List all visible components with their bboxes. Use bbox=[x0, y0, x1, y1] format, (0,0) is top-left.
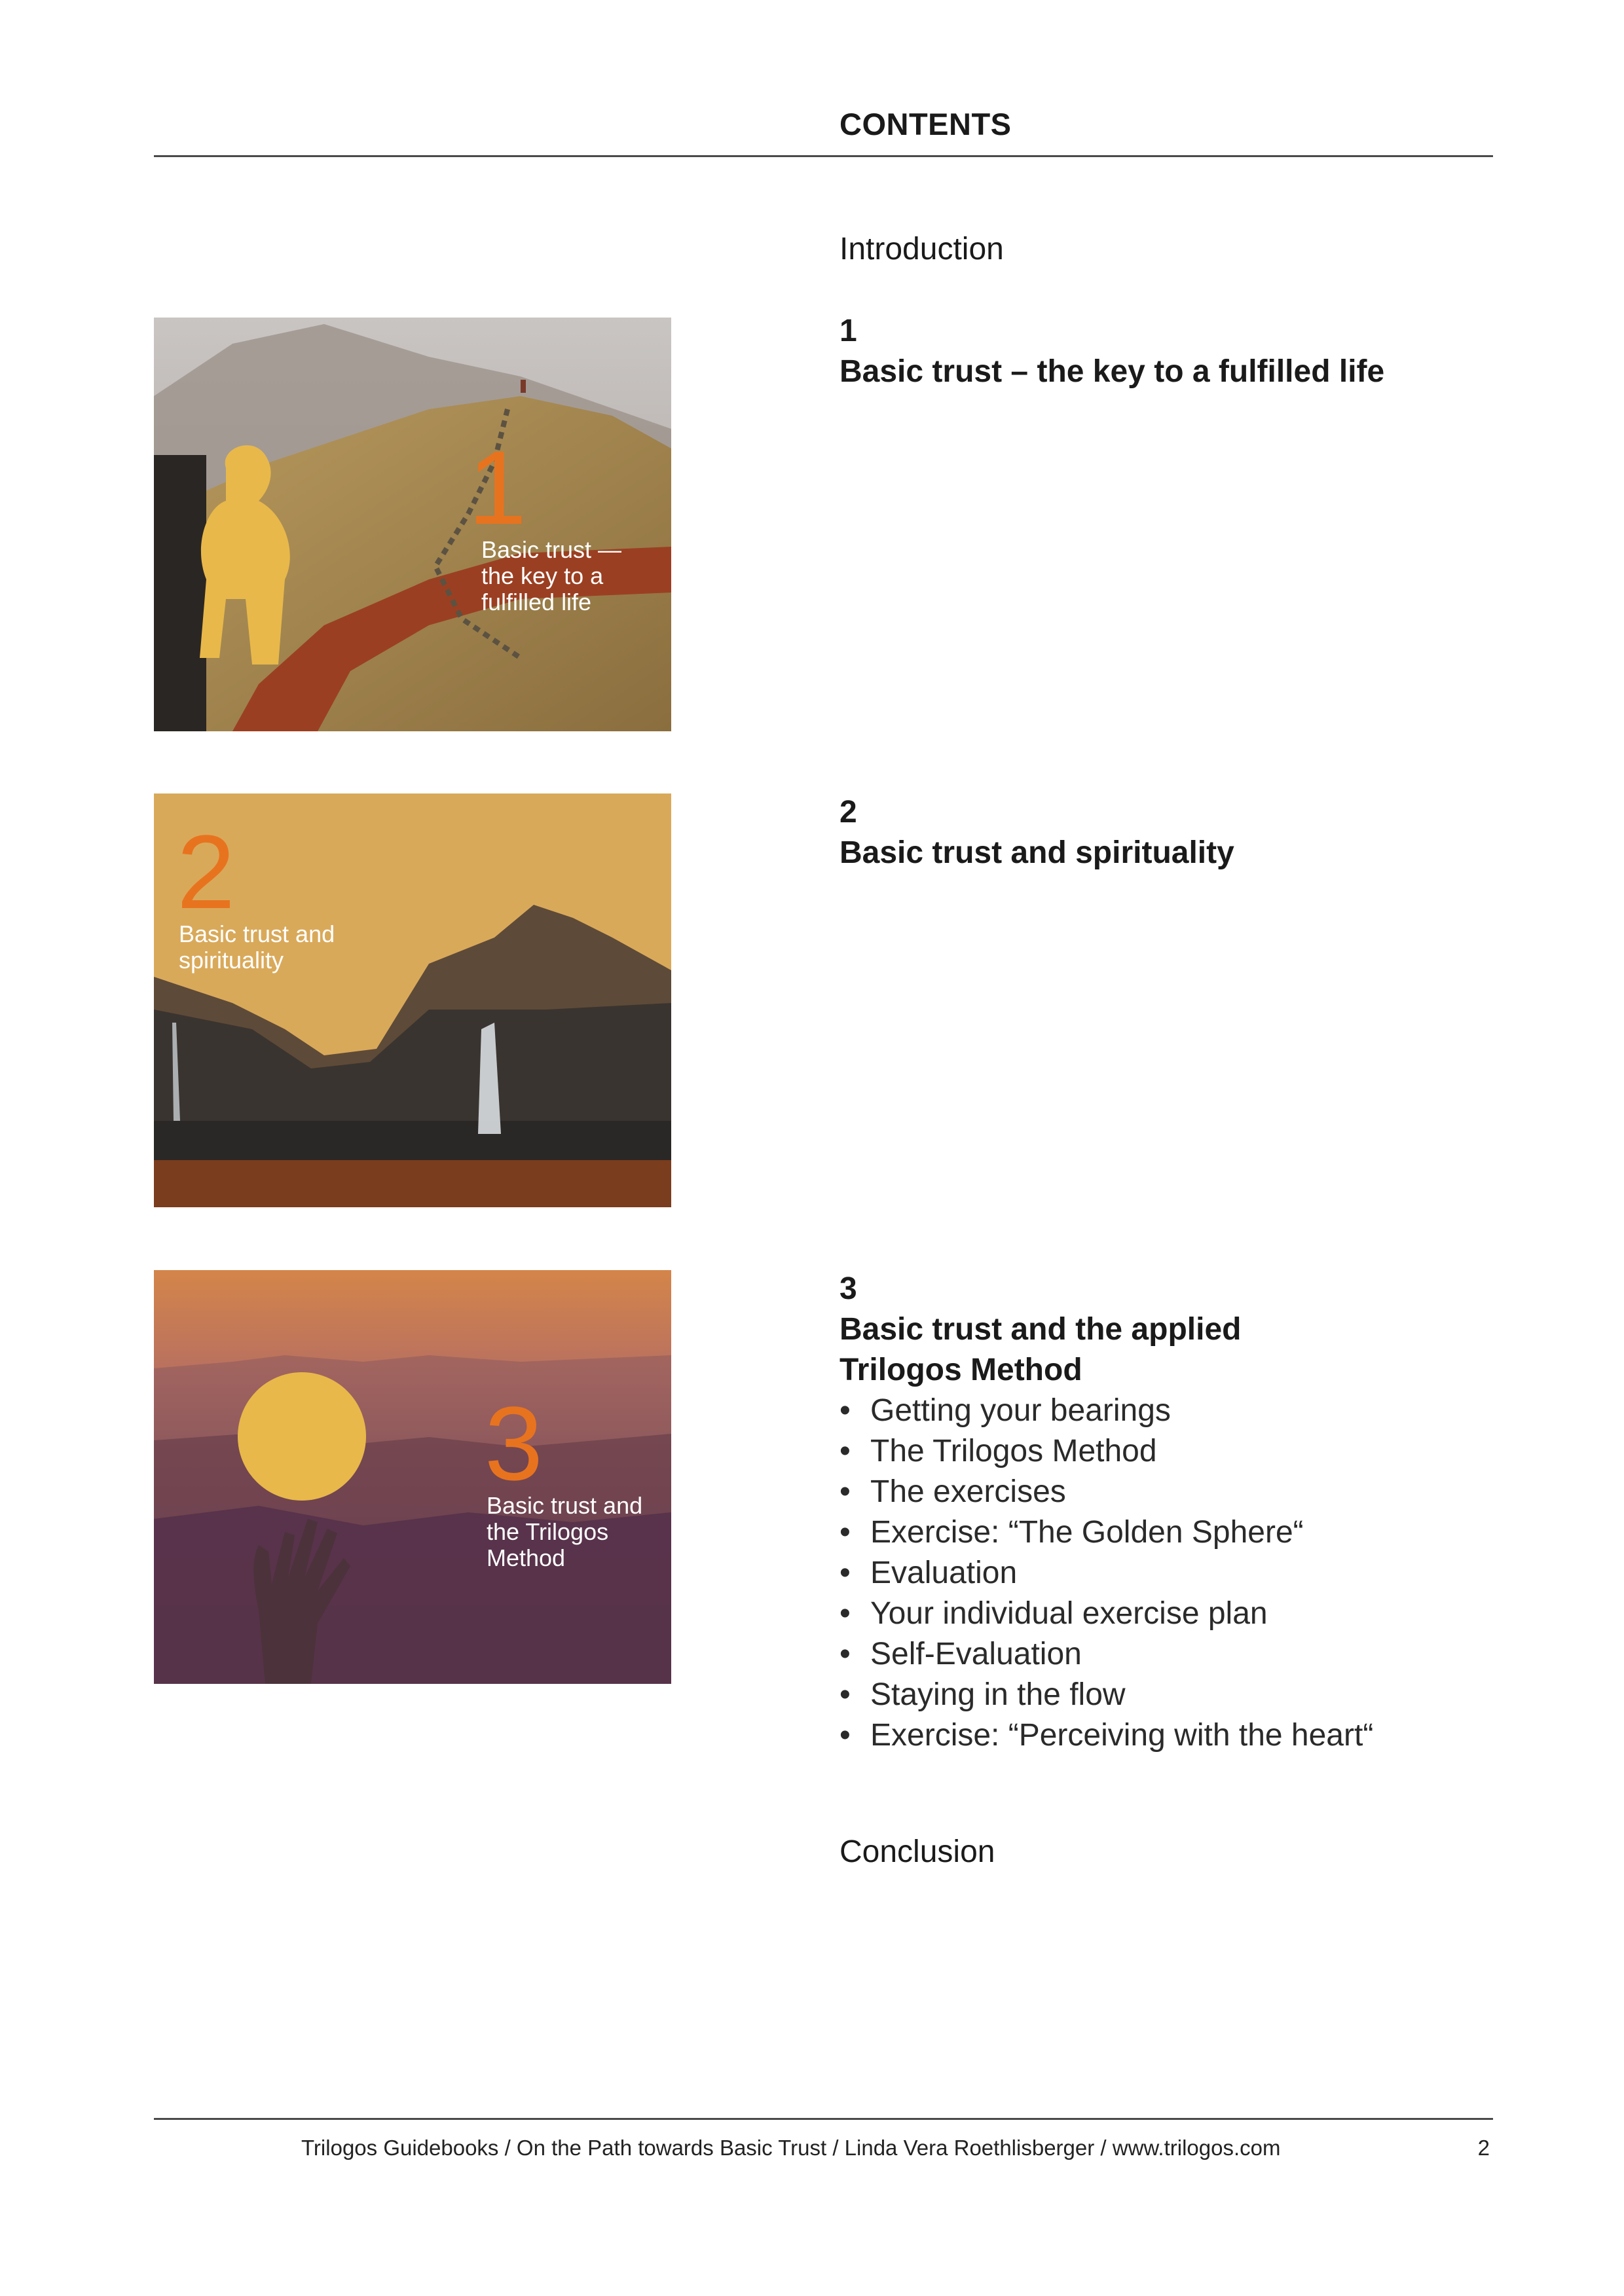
chapter-3-number: 3 bbox=[840, 1271, 857, 1306]
toc-conclusion: Conclusion bbox=[840, 1834, 995, 1869]
page-title: CONTENTS bbox=[840, 107, 1012, 141]
list-item: • Exercise: “The Golden Sphere“ bbox=[840, 1515, 1304, 1550]
toc-introduction: Introduction bbox=[840, 232, 1004, 266]
list-item: • Exercise: “Perceiving with the heart“ bbox=[840, 1718, 1374, 1753]
chapter-2-number: 2 bbox=[840, 795, 857, 829]
thumbnail-2-number: 2 bbox=[177, 813, 235, 930]
header-divider bbox=[154, 155, 1493, 157]
chapter-2-title: Basic trust and spirituality bbox=[840, 835, 1234, 870]
list-item: • Staying in the flow bbox=[840, 1677, 1126, 1712]
thumbnail-1-number: 1 bbox=[468, 429, 526, 546]
chapter-1-number: 1 bbox=[840, 314, 857, 348]
page-number: 2 bbox=[1477, 2136, 1490, 2160]
golden-sphere-icon bbox=[238, 1372, 366, 1501]
list-item: • Getting your bearings bbox=[840, 1393, 1171, 1428]
golden-sphere-illustration bbox=[154, 1270, 671, 1684]
list-item: • Self-Evaluation bbox=[840, 1637, 1082, 1671]
chapter-3-title-line-2: Trilogos Method bbox=[840, 1353, 1082, 1387]
footer-divider bbox=[154, 2118, 1493, 2120]
chapter-1-title: Basic trust – the key to a fulfilled life bbox=[840, 354, 1385, 389]
toc-chapter-3 bbox=[840, 1269, 1494, 1756]
thumbnail-3-caption: Basic trust and the Trilogos Method bbox=[487, 1492, 643, 1571]
chapter-3-thumbnail bbox=[154, 1270, 671, 1684]
footer-credit: Trilogos Guidebooks / On the Path towards Basic Trust / Linda Vera Roethlisberger / www.trilogos.com bbox=[301, 2136, 1281, 2160]
toc-chapter-1 bbox=[840, 311, 1494, 392]
thumbnail-1-caption: Basic trust — the key to a fulfilled life bbox=[481, 536, 622, 615]
chapter-3-title-line-1: Basic trust and the applied bbox=[840, 1312, 1242, 1347]
mountain-path-illustration bbox=[154, 318, 671, 731]
chapter-1-thumbnail bbox=[154, 318, 671, 731]
thumbnail-3-number: 3 bbox=[485, 1385, 543, 1502]
list-item: • Your individual exercise plan bbox=[840, 1596, 1268, 1631]
list-item: • The exercises bbox=[840, 1474, 1066, 1509]
chapter-2-thumbnail bbox=[154, 793, 671, 1207]
list-item: • The Trilogos Method bbox=[840, 1434, 1157, 1468]
toc-chapter-2 bbox=[840, 792, 1494, 873]
list-item: • Evaluation bbox=[840, 1556, 1018, 1590]
thumbnail-2-caption: Basic trust and spirituality bbox=[179, 920, 335, 974]
